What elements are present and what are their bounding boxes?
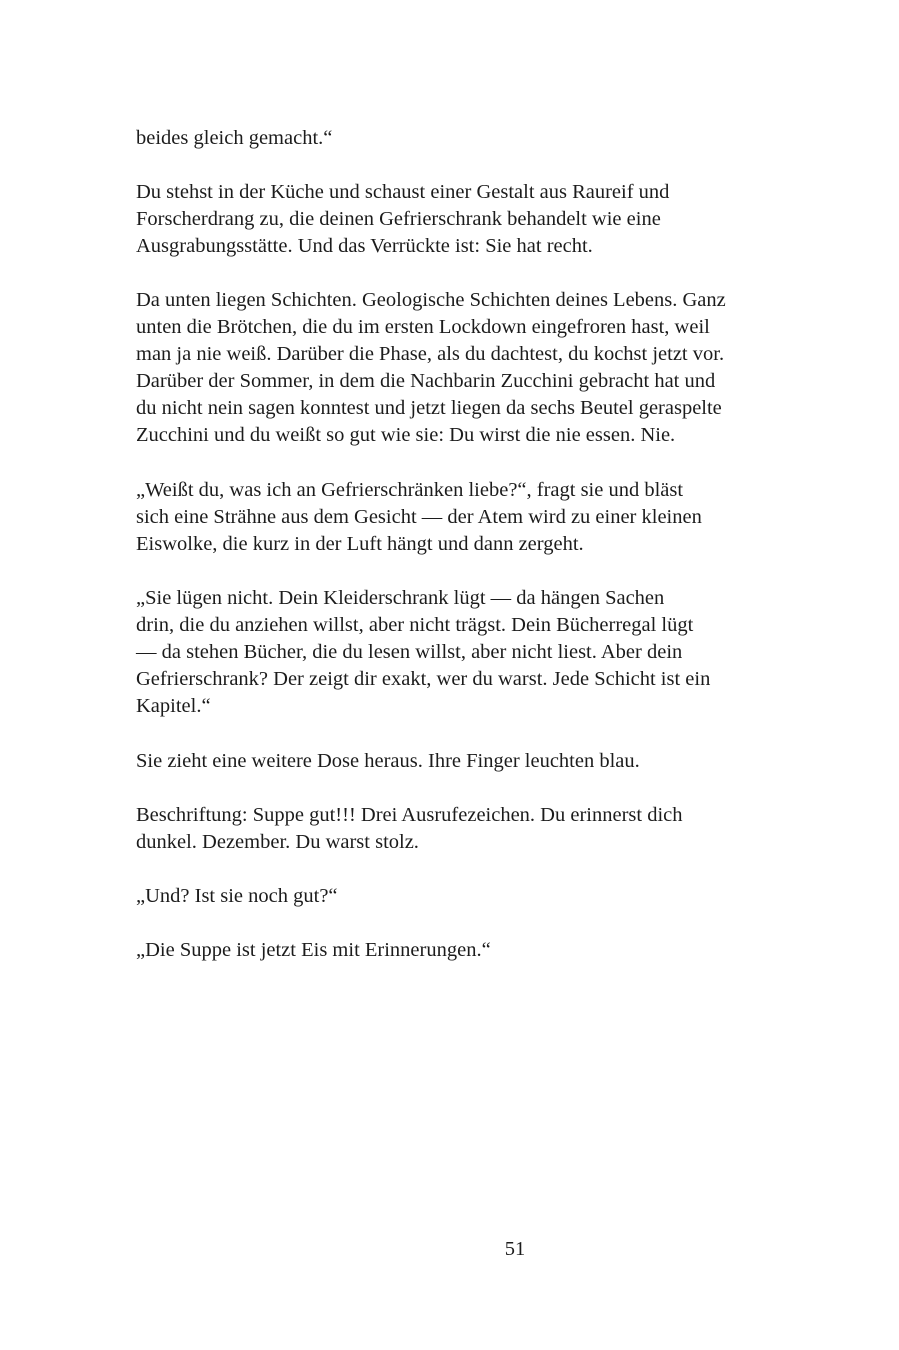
paragraph-8 <box>136 883 791 910</box>
paragraph-9 <box>136 937 791 964</box>
text-line: unten die Brötchen, die du im ersten Lockdown eingefroren hast, weil <box>136 316 710 338</box>
text-line: Forscherdrang zu, die deinen Gefrierschrank behandelt wie eine <box>136 208 661 230</box>
text-line: sich eine Strähne aus dem Gesicht — der Atem wird zu einer kleinen <box>136 506 702 528</box>
text-line: „Und? Ist sie noch gut?“ <box>136 885 338 907</box>
text-line: dunkel. Dezember. Du warst stolz. <box>136 831 419 853</box>
text-line: Kapitel.“ <box>136 695 211 717</box>
page-number: 51 <box>504 1238 526 1260</box>
paragraph-4 <box>136 477 791 558</box>
text-line: Darüber der Sommer, in dem die Nachbarin Zucchini gebracht hat und <box>136 370 716 392</box>
text-line: Eiswolke, die kurz in der Luft hängt und dann zergeht. <box>136 533 584 555</box>
text-line: „Sie lügen nicht. Dein Kleiderschrank lügt — da hängen Sachen <box>136 587 665 609</box>
paragraph-7 <box>136 802 791 856</box>
text-line: beides gleich gemacht.“ <box>136 127 333 149</box>
text-line: „Die Suppe ist jetzt Eis mit Erinnerungen.“ <box>136 939 491 961</box>
text-line: — da stehen Bücher, die du lesen willst, aber nicht liest. Aber dein <box>136 641 683 663</box>
text-line: Sie zieht eine weitere Dose heraus. Ihre Finger leuchten blau. <box>136 750 640 772</box>
paragraph-1 <box>136 125 791 152</box>
paragraph-5 <box>136 585 791 720</box>
paragraph-3 <box>136 287 791 449</box>
text-line: Du stehst in der Küche und schaust einer Gestalt aus Raureif und <box>136 181 670 203</box>
text-line: du nicht nein sagen konntest und jetzt liegen da sechs Beutel geraspelte <box>136 397 722 419</box>
text-line: Zucchini und du weißt so gut wie sie: Du wirst die nie essen. Nie. <box>136 424 676 446</box>
paragraph-2 <box>136 179 791 260</box>
text-line: man ja nie weiß. Darüber die Phase, als du dachtest, du kochst jetzt vor. <box>136 343 725 365</box>
text-line: drin, die du anziehen willst, aber nicht trägst. Dein Bücherregal lügt <box>136 614 694 636</box>
text-line: Da unten liegen Schichten. Geologische Schichten deines Lebens. Ganz <box>136 289 726 311</box>
text-line: Gefrierschrank? Der zeigt dir exakt, wer du warst. Jede Schicht ist ein <box>136 668 711 690</box>
paragraph-6 <box>136 748 791 775</box>
text-line: Beschriftung: Suppe gut!!! Drei Ausrufezeichen. Du erinnerst dich <box>136 804 683 826</box>
text-line: „Weißt du, was ich an Gefrierschränken liebe?“, fragt sie und bläst <box>136 479 684 501</box>
text-line: Ausgrabungsstätte. Und das Verrückte ist: Sie hat recht. <box>136 235 593 257</box>
